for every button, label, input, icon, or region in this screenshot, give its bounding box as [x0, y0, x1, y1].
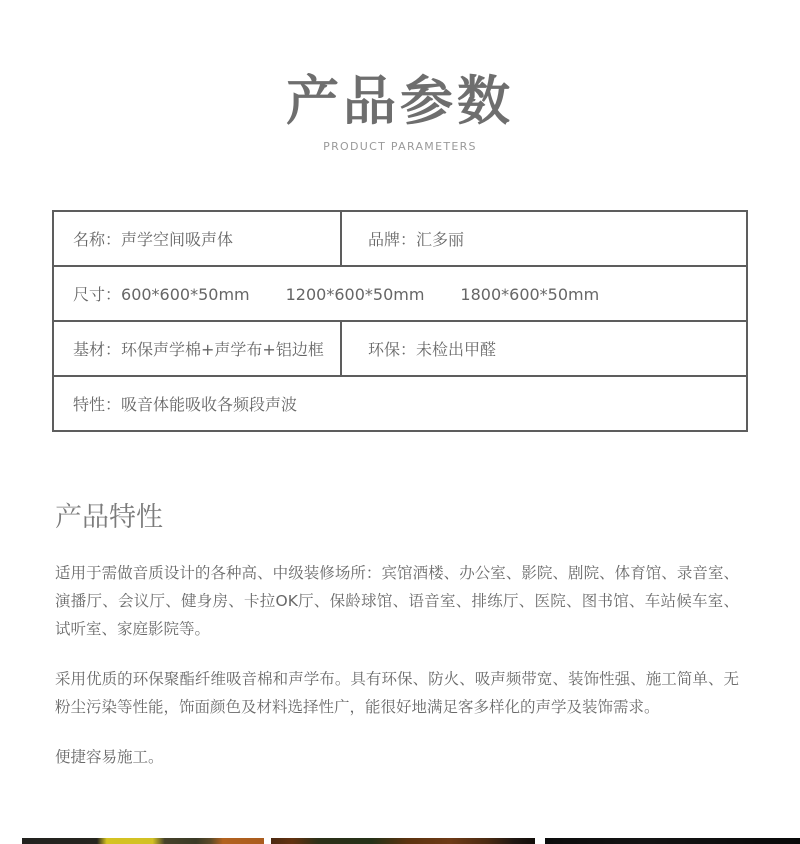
product-parameters-header — [0, 0, 800, 153]
spec-brand-label: 品牌： — [368, 230, 417, 249]
feature-paragraph-material: 采用优质的环保聚酯纤维吸音棉和声学布。具有环保、防火、吸声频带宽、装饰性强、施工简单、无粉尘污染等性能，饰面颜色及材料选择性广，能很好地满足客多样化的声学及装饰需求。 — [55, 670, 739, 717]
spec-name-cell — [53, 211, 341, 266]
spec-material-value: 环保声学棉+声学布+铝边框 — [121, 340, 324, 359]
photo-strip-left — [22, 838, 264, 844]
table-row-name-brand — [53, 211, 747, 266]
page-title: 产品参数 — [286, 71, 514, 132]
spec-size-value-2: 1200*600*50mm — [285, 285, 425, 304]
spec-size-value-1: 600*600*50mm — [121, 285, 250, 304]
spec-material-cell — [53, 321, 341, 376]
spec-brand-value: 汇多丽 — [416, 230, 465, 249]
spec-eco-cell — [341, 321, 747, 376]
spec-table — [52, 210, 748, 432]
table-row-material-eco — [53, 321, 747, 376]
feature-paragraph-applications: 适用于需做音质设计的各种高、中级装修场所：宾馆酒楼、办公室、影院、剧院、体育馆、录音室、演播厅、会议厅、健身房、卡拉OK厅、保龄球馆、语音室、排练厅、医院、图书馆、车站候车室、试听室、家庭影院等。 — [55, 564, 739, 639]
spec-eco-label: 环保： — [368, 340, 417, 359]
page-subtitle: PRODUCT PARAMETERS — [323, 139, 477, 153]
spec-size-value-3: 1800*600*50mm — [460, 285, 600, 304]
photo-strip-middle — [271, 838, 535, 844]
spec-name-value: 声学空间吸声体 — [121, 230, 234, 249]
table-row-trait — [53, 376, 747, 431]
features-heading: 产品特性 — [55, 502, 163, 533]
table-row-size — [53, 266, 747, 321]
spec-eco-value: 未检出甲醛 — [416, 340, 497, 359]
spec-size-cell — [53, 266, 747, 321]
spec-name-label: 名称： — [73, 230, 122, 249]
spec-brand-cell — [341, 211, 747, 266]
spec-trait-cell — [53, 376, 747, 431]
spec-size-label: 尺寸： — [73, 285, 122, 304]
product-features-section — [55, 500, 739, 793]
spec-trait-label: 特性： — [73, 395, 122, 414]
feature-paragraph-install: 便捷容易施工。 — [55, 748, 164, 767]
photo-strip-right — [545, 838, 800, 844]
spec-material-label: 基材： — [73, 340, 122, 359]
spec-trait-value: 吸音体能吸收各频段声波 — [121, 395, 298, 414]
